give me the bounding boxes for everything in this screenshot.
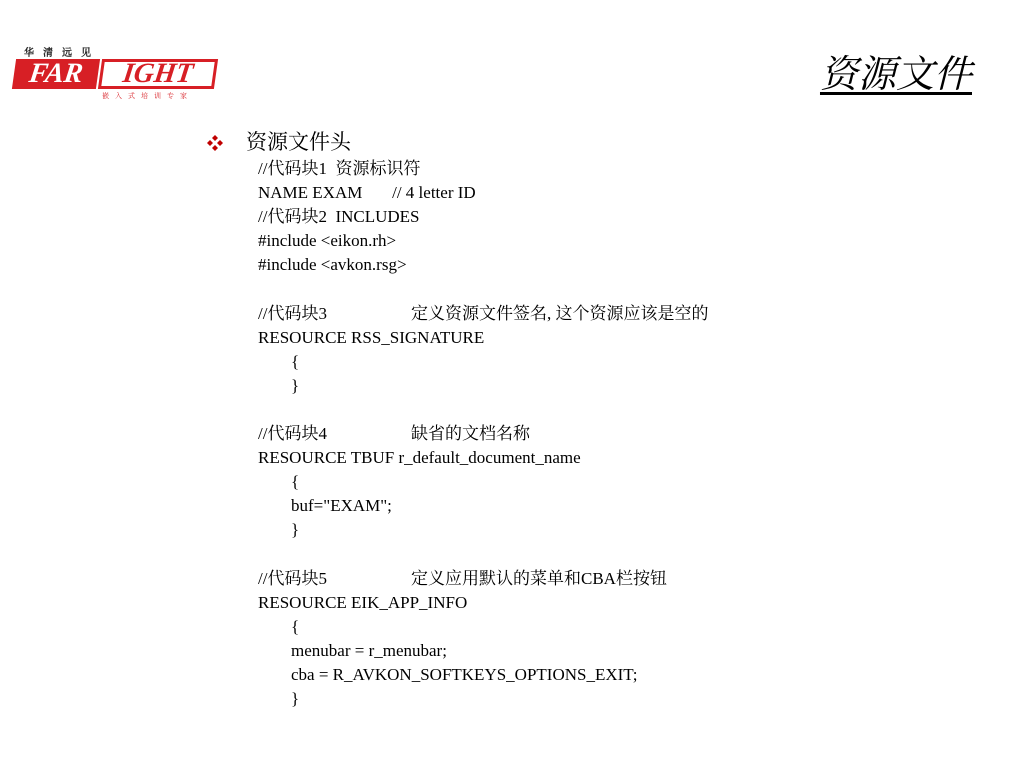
- code-comment-label: //代码块5: [258, 568, 327, 588]
- code-line: [258, 422, 709, 446]
- code-block: [258, 157, 709, 711]
- code-line: {: [291, 472, 300, 492]
- code-line: [258, 398, 709, 422]
- code-line: NAME EXAM // 4 letter ID: [258, 183, 476, 203]
- diamond-bullet-icon: [206, 134, 224, 152]
- slide-title: 资源文件: [819, 52, 972, 96]
- code-comment-label: //代码块3: [258, 303, 327, 323]
- code-line: {: [291, 351, 300, 371]
- code-line: buf="EXAM";: [291, 496, 392, 516]
- code-comment-description: 定义应用默认的菜单和CBA栏按钮: [411, 568, 667, 588]
- code-line: //代码块1 资源标识符: [258, 159, 421, 178]
- code-line: }: [291, 689, 300, 709]
- bullet-heading: 资源文件头: [246, 130, 351, 154]
- code-line: [258, 567, 709, 591]
- code-line: cba = R_AVKON_SOFTKEYS_OPTIONS_EXIT;: [291, 664, 638, 684]
- code-line: #include <avkon.rsg>: [258, 255, 407, 275]
- code-line: {: [291, 616, 300, 636]
- logo-word-sight: IGHT: [98, 59, 218, 89]
- logo-tagline: 嵌入式培训专家: [102, 92, 193, 100]
- code-comment-description: 定义资源文件签名, 这个资源应该是空的: [411, 303, 709, 323]
- code-line: //代码块2 INCLUDES: [258, 207, 420, 227]
- code-line: }: [291, 375, 300, 395]
- code-line: [258, 277, 709, 301]
- code-line: [258, 302, 709, 326]
- code-comment-label: //代码块4: [258, 424, 327, 444]
- code-comment-description: 缺省的文档名称: [411, 424, 530, 444]
- code-line: }: [291, 520, 300, 540]
- code-line: RESOURCE RSS_SIGNATURE: [258, 327, 485, 347]
- code-line: [258, 543, 709, 567]
- code-line: RESOURCE EIK_APP_INFO: [258, 592, 468, 612]
- logo-word-far: FAR: [12, 59, 100, 89]
- company-logo: [14, 44, 219, 102]
- code-line: #include <eikon.rh>: [258, 231, 397, 251]
- code-line: RESOURCE TBUF r_default_document_name: [258, 448, 581, 468]
- code-line: menubar = r_menubar;: [291, 640, 447, 660]
- logo-chinese-name: 华清远见: [24, 48, 100, 59]
